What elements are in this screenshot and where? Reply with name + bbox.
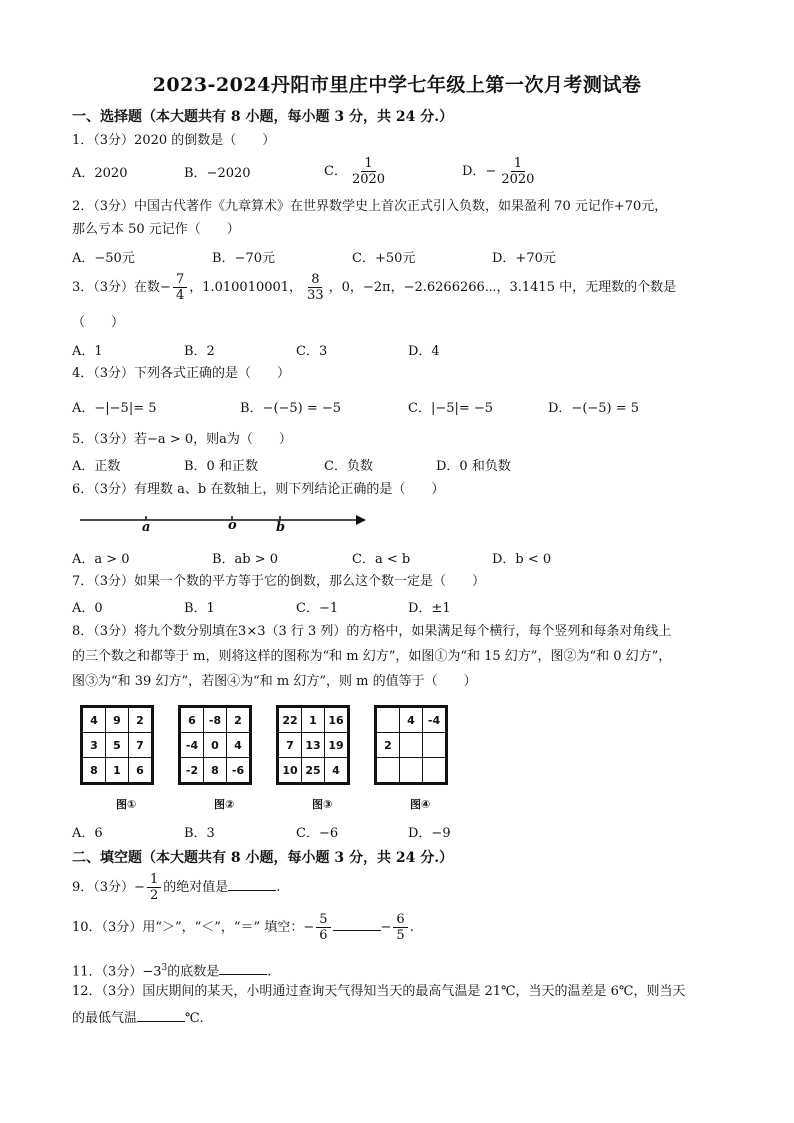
denominator: 4 [175,288,185,303]
fraction [173,272,187,303]
option-c: C．+50元 [352,251,416,266]
grid-cell: 8 [204,758,227,783]
grid-cell: 7 [279,733,302,758]
grid-cell: 1 [106,758,129,783]
stem-part: − [380,920,392,935]
numerator: 1 [361,156,375,172]
figure-caption: 图① [116,798,137,811]
grid-cell: 4 [325,758,348,783]
grid-cell: 2 [129,708,152,733]
option-c [324,156,390,187]
option-a: A．−|−5|= 5 [72,401,157,416]
grid-cell [400,758,423,783]
question-11 [72,958,732,982]
grid-cell: 10 [279,758,302,783]
option-a: A．a > 0 [72,552,130,567]
denominator: 33 [307,288,324,303]
grid-cell: 6 [129,758,152,783]
numerator: 5 [316,912,330,928]
stem-line: 2．（3分）中国古代著作《九章算术》在世界数学史上首次正式引入负数，如果盈利 70 元记作+70元， [72,199,668,214]
question-4-options [72,397,732,423]
grid-cell [423,758,446,783]
grid-cell [423,733,446,758]
grid-cell: 4 [227,733,250,758]
option-c: C．−6 [296,826,339,841]
grid-cell: 3 [83,733,106,758]
option-d [462,156,539,187]
numerator: 1 [511,156,525,172]
option-a: A．6 [72,826,103,841]
denominator: 6 [319,928,328,943]
fraction [498,156,537,187]
option-d-label: D．− [462,164,497,179]
grid-cell: -6 [227,758,250,783]
magic-square-1 [80,705,154,785]
stem-part: . [267,964,272,980]
stem-part: 的底数是 [167,964,220,980]
option-c: C．−1 [296,601,339,616]
stem-part: ，0，−2π，−2.6266266⋯，3.1415 中，无理数的个数是 [328,280,677,295]
stem-part: 的最低气温 [72,1011,138,1026]
stem-line: 那么亏本 50 元记作（ ） [72,222,240,237]
question-8-options [72,822,732,848]
grid-cell: 5 [106,733,129,758]
denominator: 2020 [501,172,535,187]
grid-cell: 16 [325,708,348,733]
stem-part: 11．（3分）−3 [72,964,162,980]
answer-blank[interactable] [228,876,276,891]
figure-caption: 图④ [410,798,431,811]
grid-cell: 0 [204,733,227,758]
magic-square-3 [276,705,350,785]
stem-line: 图③为“和 39 幻方”，若图④为“和 m 幻方”，则 m 的值等于（ ） [72,674,477,689]
fraction [393,912,407,943]
grid-cell: 1 [302,708,325,733]
question-12 [72,982,752,1029]
grid-cell: 2 [227,708,250,733]
denominator: 5 [396,928,405,943]
question-2-stem [72,197,732,240]
option-b: B．ab > 0 [212,552,279,567]
question-7-options [72,597,732,623]
label-o: o [228,518,237,533]
stem-part: 10．（3分）用“＞”，“＜”，“＝” 填空：− [72,920,315,935]
numerator: 8 [308,272,322,288]
number-line [78,508,368,538]
option-a: A．−50元 [72,251,135,266]
section-heading-choice: 一、选择题（本大题共有 8 小题，每小题 3 分，共 24 分.） [72,109,454,125]
fraction [316,912,330,943]
fraction [304,272,327,303]
option-c: C．|−5|= −5 [408,401,494,416]
numerator: 1 [147,872,161,888]
option-b: B．−(−5) = −5 [240,401,342,416]
grid-cell [377,708,400,733]
question-3-stem [72,272,752,303]
question-3-paren: （ ） [72,315,125,330]
stem-part: . [276,880,281,895]
question-2-options [72,247,732,273]
grid-cell: 22 [279,708,302,733]
option-b: B．−70元 [212,251,275,266]
question-6-stem: 6．（3分）有理数 a、b 在数轴上，则下列结论正确的是（ ） [72,482,445,497]
numerator: 6 [393,912,407,928]
stem-part: ℃. [185,1011,204,1026]
option-c: C．3 [296,344,328,359]
option-c: C．a < b [352,552,411,567]
question-5-stem: 5．（3分）若−a > 0，则a为（ ） [72,432,292,447]
grid-cell: -4 [181,733,204,758]
grid-cell: -4 [423,708,446,733]
option-d: D．±1 [408,601,451,616]
fraction [147,872,161,903]
stem-line: 12．（3分）国庆期间的某天，小明通过查询天气得知当天的最高气温是 21℃，当天的温差是 6℃，则当天 [72,984,686,999]
option-c: C．负数 [324,459,373,474]
option-d: D．+70元 [492,251,556,266]
question-1-options [72,156,732,187]
denominator: 2020 [351,172,386,187]
grid-cell: 9 [106,708,129,733]
option-a: A．1 [72,344,103,359]
grid-cell [377,758,400,783]
question-3-options [72,340,732,366]
option-d: D．−9 [408,826,451,841]
option-d: D．0 和负数 [436,459,511,474]
question-5-options [72,455,732,481]
grid-cell: 13 [302,733,325,758]
option-d: D．4 [408,344,440,359]
grid-cell: 25 [302,758,325,783]
option-a: A．0 [72,601,103,616]
grid-cell: 2 [377,733,400,758]
label-a: a [142,520,151,535]
numerator: 7 [173,272,187,288]
option-b: B．−2020 [184,166,251,181]
option-b: B．3 [184,826,215,841]
option-b: B．1 [184,601,215,616]
grid-cell: -8 [204,708,227,733]
page-title: 2023-2024丹阳市里庄中学七年级上第一次月考测试卷 [152,74,642,96]
figure-caption: 图② [214,798,235,811]
question-6-options [72,548,732,574]
grid-cell: 4 [83,708,106,733]
figure-caption: 图③ [312,798,333,811]
answer-blank[interactable] [219,960,267,975]
option-a: A．正数 [72,459,121,474]
option-c-label: C． [324,164,347,179]
section-heading-fill: 二、填空题（本大题共有 8 小题，每小题 3 分，共 24 分.） [72,850,454,866]
question-4-stem: 4．（3分）下列各式正确的是（ ） [72,366,291,381]
denominator: 2 [149,888,159,903]
arrow-head-icon [356,515,366,525]
question-1-stem: 1．（3分）2020 的倒数是（ ） [72,133,276,148]
grid-cell: 4 [400,708,423,733]
question-10 [72,912,732,943]
option-b: B．0 和正数 [184,459,258,474]
exponent: 3 [161,963,168,973]
grid-cell [400,733,423,758]
question-9 [72,872,732,903]
answer-blank[interactable] [137,1007,185,1022]
stem-part: ，1.010010001， [189,280,303,295]
answer-blank[interactable] [333,916,381,931]
stem-part: . [409,920,414,935]
grid-cell: 7 [129,733,152,758]
option-d: D．−(−5) = 5 [548,401,640,416]
option-b: B．2 [184,344,215,359]
grid-cell: 6 [181,708,204,733]
stem-line: 8．（3分）将九个数分别填在3×3（3 行 3 列）的方格中，如果满足每个横行，每个竖列和每条对角线上 [72,624,672,639]
grid-cell: 19 [325,733,348,758]
stem-line: 的三个数之和都等于 m，则将这样的图称为“和 m 幻方”，如图①为“和 15 幻方”，图②为“和 0 幻方”， [72,649,672,664]
grid-cell: 8 [83,758,106,783]
label-b: b [276,520,286,535]
question-8-stem [72,622,752,692]
stem-part: 3．（3分）在数− [72,280,171,295]
stem-part: 的绝对值是 [163,880,229,895]
stem-part: 9．（3分）− [72,880,145,895]
grid-cell: -2 [181,758,204,783]
option-a: A．2020 [72,166,128,181]
magic-square-2 [178,705,252,785]
magic-square-4 [374,705,448,785]
question-7-stem: 7．（3分）如果一个数的平方等于它的倒数，那么这个数一定是（ ） [72,574,486,589]
fraction [349,156,388,187]
option-d: D．b < 0 [492,552,552,567]
